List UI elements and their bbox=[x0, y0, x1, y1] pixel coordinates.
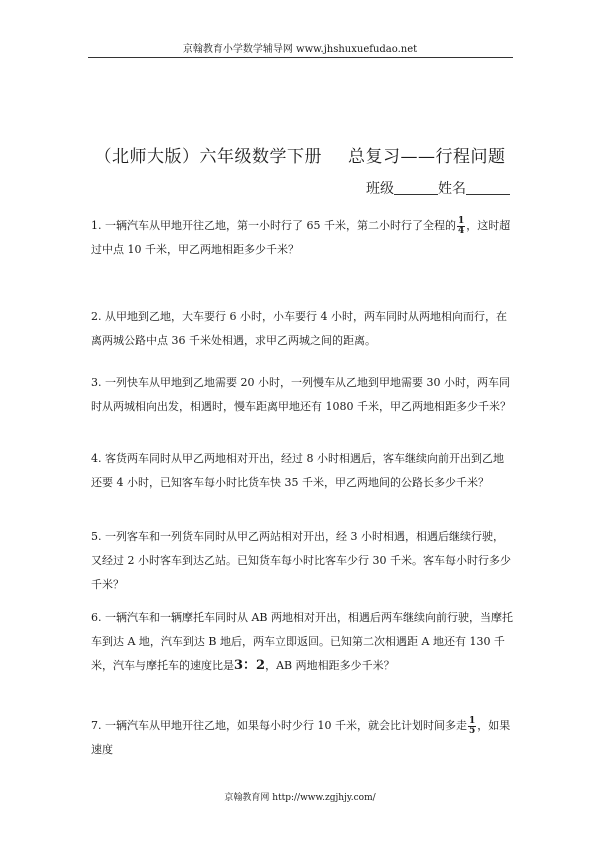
problem-7: 7. 一辆汽车从甲地开往乙地，如果每小时少行 10 千米，就会比计划时间多走 $\frac{1}{5}$ ，如果速度 bbox=[91, 715, 511, 756]
fraction-one-quarter: $\frac{1}{4}$ bbox=[457, 215, 465, 236]
problem-2: 2. 从甲地到乙地，大车要行 6 小时，小车要行 4 小时，两车同时从两地相向而行，在离两城公路中点 36 千米处相遇，求甲乙两城之间的距离。 bbox=[91, 310, 507, 347]
title-grade: （北师大版）六年级数学下册 bbox=[94, 147, 322, 167]
problem-3: 3. 一列快车从甲地到乙地需要 20 小时，一列慢车从乙地到甲地需要 30 小时，两车同时从两城相向出发，相遇时，慢车距离甲地还有 1080 千米，甲乙两地相距多少千米？ bbox=[91, 376, 511, 413]
problem-6: 6. 一辆汽车和一辆摩托车同时从 AB 两地相对开出，相遇后两车继续向前行驶，当摩托车到达 A 地，汽车到达 B 地后，两车立即返回。已知第二次相遇距 A 地还有 130 千米，汽车与摩托车的速度比是3：2，AB 两地相距多少千米？ bbox=[91, 611, 514, 673]
page-header: 京翰教育小学数学辅导网 www.jhshuxuefudao.net bbox=[182, 44, 418, 55]
student-info bbox=[366, 178, 510, 198]
class-blank[interactable] bbox=[394, 180, 438, 195]
page-footer: 京翰教育网 http://www.zgjhjy.com/ bbox=[224, 793, 376, 803]
name-label: 姓名 bbox=[438, 181, 466, 197]
problem-5: 5. 一列客车和一列货车同时从甲乙两站相对开出，经 3 小时相遇，相遇后继续行驶，又经过 2 小时客车到达乙站。已知货车每小时比客车少行 30 千米。客车每小时行多少千米？ bbox=[91, 530, 511, 591]
title-topic: 总复习——行程问题 bbox=[348, 147, 506, 167]
fraction-one-fifth: $\frac{1}{5}$ bbox=[468, 715, 476, 736]
name-blank[interactable] bbox=[466, 180, 510, 195]
problem-4: 4. 客货两车同时从甲乙两地相对开出，经过 8 小时相遇后，客车继续向前开出到乙地还要 4 小时，已知客车每小时比货车快 35 千米，甲乙两地间的公路长多少千米？ bbox=[91, 452, 504, 489]
speed-ratio: 3：2 bbox=[234, 658, 266, 673]
class-label: 班级 bbox=[366, 181, 394, 197]
header-divider bbox=[88, 57, 513, 58]
page-title bbox=[0, 142, 600, 167]
problem-1: 1. 一辆汽车从甲地开往乙地，第一小时行了 65 千米，第二小时行了全程的 $\frac{1}{4}$ ，这时超过中点 10 千米，甲乙两地相距多少千米？ bbox=[91, 215, 511, 256]
